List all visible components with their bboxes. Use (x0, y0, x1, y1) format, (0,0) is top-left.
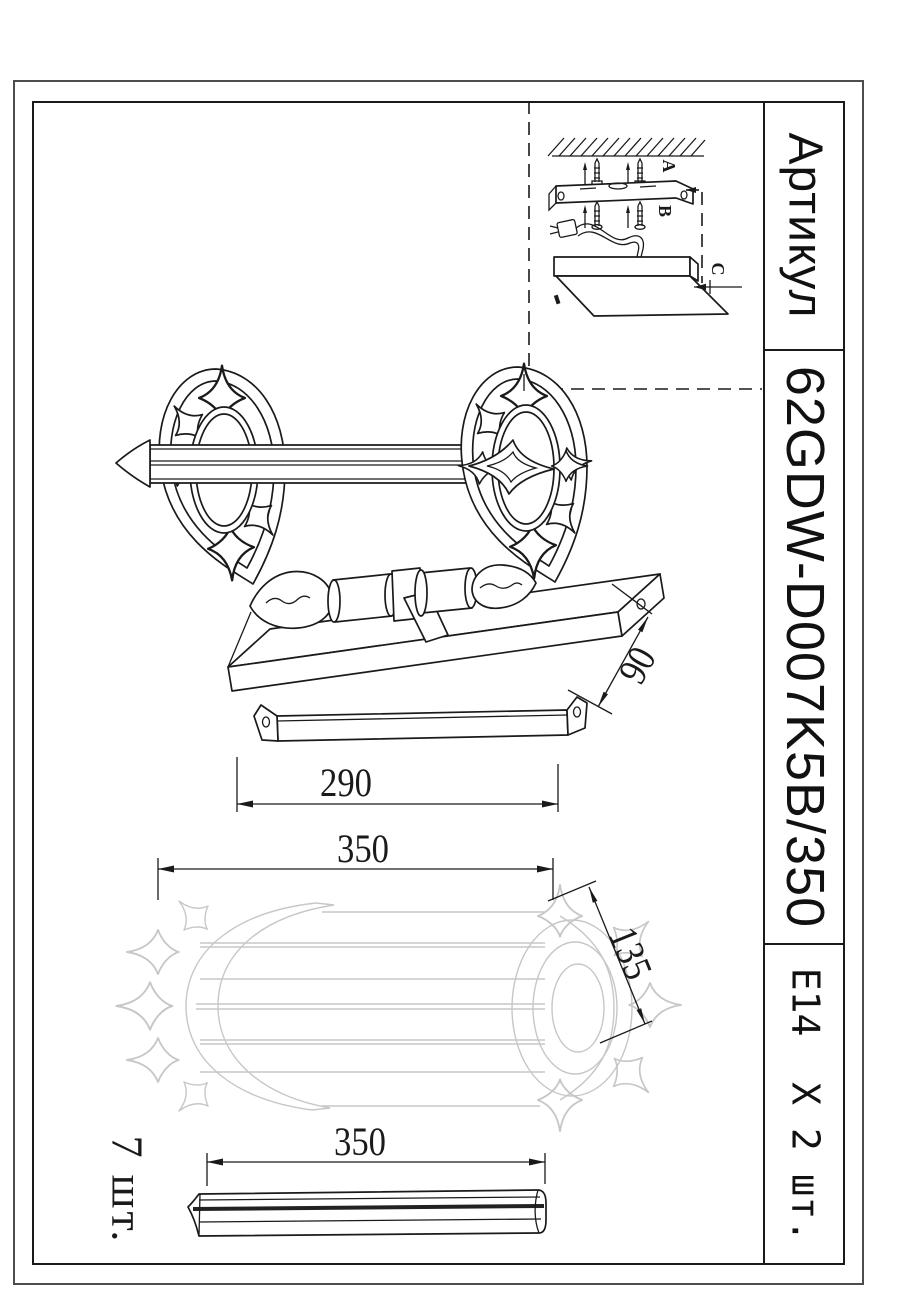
shade-ghost-view (116, 885, 681, 1131)
screws-quantity: 7 шт. (102, 1135, 152, 1245)
anchor-screws (583, 159, 645, 185)
dimension-350-backplate (207, 1119, 545, 1186)
install-label-b: B (655, 204, 675, 218)
article-number: 62GDW-D007K5B/350 (775, 365, 835, 929)
dimension-290 (237, 757, 558, 812)
dim-90-value: 90 (609, 633, 668, 691)
dim-135-value: 135 (600, 920, 665, 993)
base-with-bulbs-view (228, 565, 668, 741)
install-label-a: A (659, 159, 679, 173)
dimension-350-shade (158, 826, 553, 900)
article-label: Артикул (778, 132, 832, 318)
mounting-strip (254, 697, 587, 741)
socket-spec: E14 X 2 шт. (783, 967, 828, 1243)
dim-350-shade-value: 350 (337, 826, 389, 871)
fixture-isometric-view (116, 364, 594, 584)
ceiling-hatch (548, 138, 705, 156)
install-label-c: C (708, 262, 728, 276)
installation-detail (548, 138, 742, 316)
dim-350-backplate-value: 350 (334, 1119, 386, 1164)
backplate-profile (188, 1190, 546, 1236)
dim-290-value: 290 (320, 760, 372, 805)
detail-boundary (529, 101, 762, 389)
